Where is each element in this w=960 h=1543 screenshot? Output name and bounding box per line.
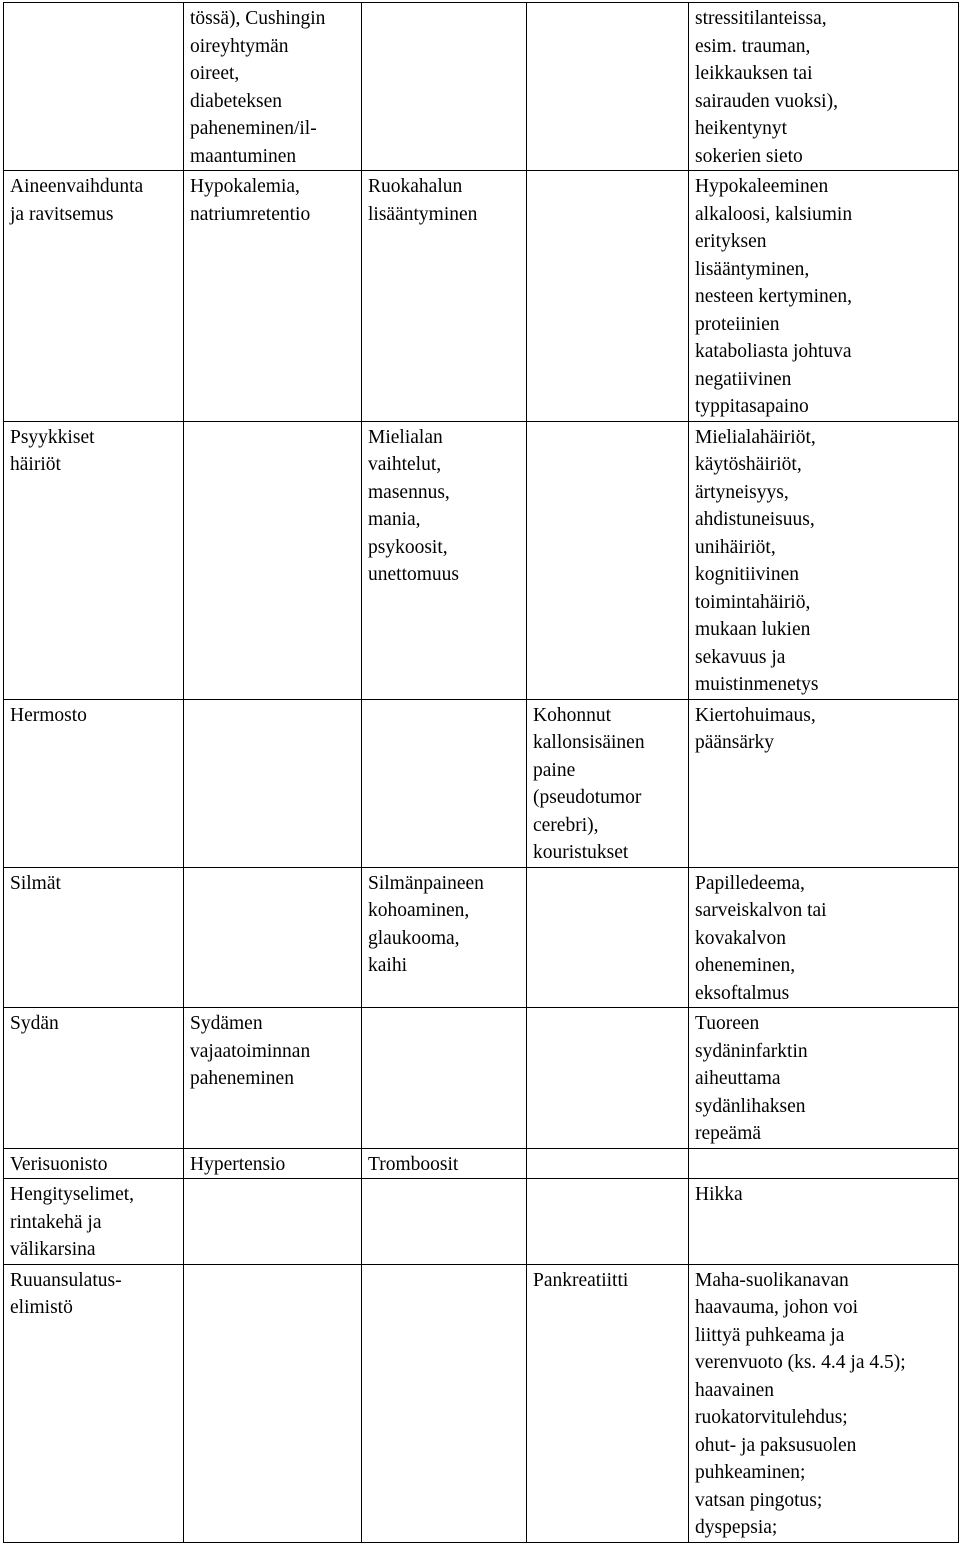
description-cell xyxy=(689,1148,959,1179)
adverse-effects-table xyxy=(3,2,959,1543)
organ-class-text: Hermosto xyxy=(10,704,87,726)
organ-class-text: Silmät xyxy=(10,872,61,894)
common-effects-cell xyxy=(184,1148,362,1179)
description-text: Hypokaleeminen alkaloosi, kalsiumin erityksen lisääntyminen, nesteen kertyminen, proteiinien kataboliasta johtuva negatiivinen typpitasapaino xyxy=(695,176,853,417)
uncommon-effects-text: Ruokahalun lisääntyminen xyxy=(368,176,478,225)
uncommon-effects-cell xyxy=(362,1148,527,1179)
uncommon-effects-cell xyxy=(362,1264,527,1542)
common-effects-cell xyxy=(184,699,362,867)
organ-class-cell xyxy=(4,1008,184,1149)
common-effects-text: Hypertensio xyxy=(190,1153,286,1175)
table-row xyxy=(4,3,959,171)
rare-effects-cell xyxy=(527,1179,689,1265)
description-text: Kiertohuimaus, päänsärky xyxy=(695,704,816,753)
organ-class-cell xyxy=(4,171,184,422)
uncommon-effects-cell xyxy=(362,1179,527,1265)
common-effects-cell xyxy=(184,867,362,1008)
organ-class-cell xyxy=(4,867,184,1008)
common-effects-text: Hypokalemia, natriumretentio xyxy=(190,176,311,225)
uncommon-effects-cell xyxy=(362,867,527,1008)
description-cell xyxy=(689,171,959,422)
description-cell xyxy=(689,1264,959,1542)
rare-effects-text: Kohonnut kallonsisäinen paine (pseudotumor cerebri), kouristukset xyxy=(533,704,645,863)
description-cell xyxy=(689,1008,959,1149)
rare-effects-cell xyxy=(527,1264,689,1542)
uncommon-effects-text: Tromboosit xyxy=(368,1153,459,1175)
rare-effects-cell xyxy=(527,1008,689,1149)
description-cell xyxy=(689,867,959,1008)
common-effects-text: tössä), Cushingin oireyhtymän oireet, diabeteksen paheneminen/il- maantuminen xyxy=(190,8,326,167)
table-row xyxy=(4,1179,959,1265)
table-row xyxy=(4,421,959,699)
description-cell xyxy=(689,421,959,699)
table-row xyxy=(4,867,959,1008)
common-effects-cell xyxy=(184,421,362,699)
rare-effects-cell xyxy=(527,421,689,699)
description-cell xyxy=(689,3,959,171)
organ-class-cell xyxy=(4,699,184,867)
common-effects-cell xyxy=(184,3,362,171)
uncommon-effects-text: Silmänpaineen kohoaminen, glaukooma, kaihi xyxy=(368,872,484,976)
description-text: Papilledeema, sarveiskalvon tai kovakalvon oheneminen, eksoftalmus xyxy=(695,872,827,1004)
common-effects-text: Sydämen vajaatoiminnan paheneminen xyxy=(190,1013,311,1089)
description-text: Hikka xyxy=(695,1184,743,1205)
rare-effects-cell xyxy=(527,3,689,171)
uncommon-effects-cell xyxy=(362,1008,527,1149)
organ-class-cell xyxy=(4,1264,184,1542)
rare-effects-cell xyxy=(527,171,689,422)
organ-class-text: Verisuonisto xyxy=(10,1153,108,1175)
common-effects-cell xyxy=(184,171,362,422)
organ-class-text: Hengityselimet, rintakehä ja välikarsina xyxy=(10,1184,135,1260)
description-text: Tuoreen sydäninfarktin aiheuttama sydänlihaksen repeämä xyxy=(695,1013,808,1144)
table-row xyxy=(4,1008,959,1149)
organ-class-text: Psyykkiset häiriöt xyxy=(10,426,95,475)
organ-class-text: Aineenvaihdunta ja ravitsemus xyxy=(10,176,144,225)
uncommon-effects-cell xyxy=(362,3,527,171)
common-effects-cell xyxy=(184,1008,362,1149)
uncommon-effects-cell xyxy=(362,171,527,422)
description-text: stressitilanteissa, esim. trauman, leikkauksen tai sairauden vuoksi), heikentynyt sokerien sieto xyxy=(695,8,838,167)
organ-class-cell xyxy=(4,3,184,171)
description-cell xyxy=(689,699,959,867)
rare-effects-text: Pankreatiitti xyxy=(533,1269,629,1291)
description-text: Maha-suolikanavan haavauma, johon voi liittyä puhkeama ja verenvuoto (ks. 4.4 ja 4.5); haavainen ruokatorvitulehdus; ohut- ja paksusuolen puhkeaminen; vatsan pingotus; dyspepsia; xyxy=(695,1269,906,1538)
organ-class-text: Ruuansulatus- elimistö xyxy=(10,1269,122,1318)
organ-class-text: Sydän xyxy=(10,1013,59,1034)
rare-effects-cell xyxy=(527,867,689,1008)
organ-class-cell xyxy=(4,421,184,699)
table-row xyxy=(4,171,959,422)
uncommon-effects-cell xyxy=(362,699,527,867)
table-row xyxy=(4,1264,959,1542)
uncommon-effects-text: Mielialan vaihtelut, masennus, mania, psykoosit, unettomuus xyxy=(368,426,459,585)
organ-class-cell xyxy=(4,1179,184,1265)
description-text: Mielialahäiriöt, käytöshäiriöt, ärtyneisyys, ahdistuneisuus, unihäiriöt, kognitiivinen toimintahäiriö, mukaan lukien sekavuus ja muistinmenetys xyxy=(695,426,819,695)
description-cell xyxy=(689,1179,959,1265)
common-effects-cell xyxy=(184,1264,362,1542)
rare-effects-cell xyxy=(527,1148,689,1179)
table-row xyxy=(4,1148,959,1179)
table-row xyxy=(4,699,959,867)
rare-effects-cell xyxy=(527,699,689,867)
uncommon-effects-cell xyxy=(362,421,527,699)
organ-class-cell xyxy=(4,1148,184,1179)
common-effects-cell xyxy=(184,1179,362,1265)
